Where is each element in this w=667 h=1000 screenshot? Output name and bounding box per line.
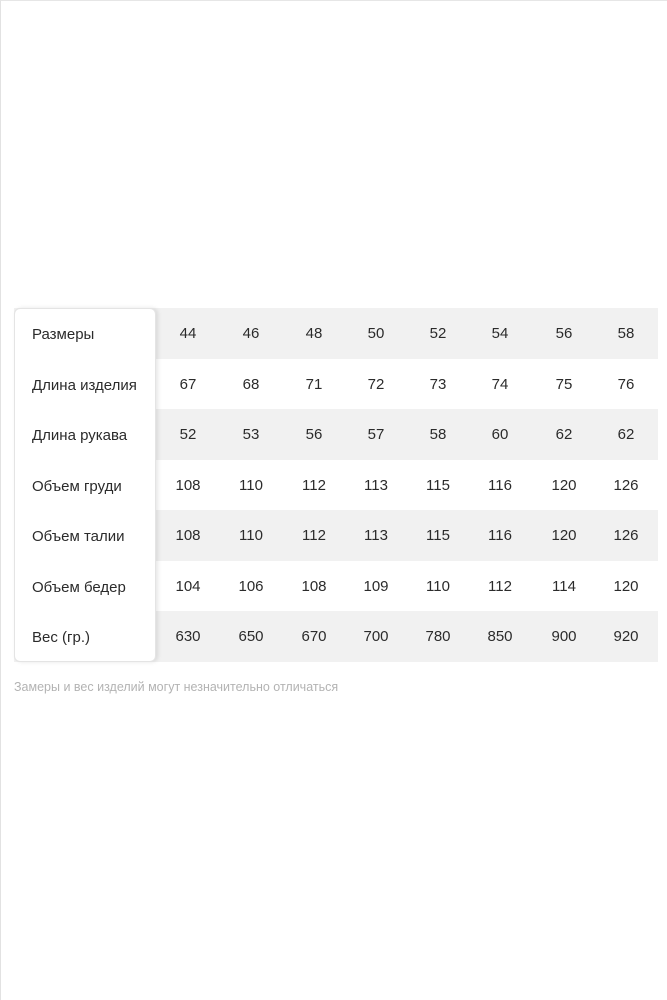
table-cell: 920 (613, 628, 639, 645)
table-cell: 109 (363, 578, 389, 595)
table-cell: 650 (238, 628, 264, 645)
table-cell: 62 (555, 426, 573, 443)
table-cell: 50 (367, 325, 385, 342)
table-cell: 76 (617, 376, 635, 393)
table-cell: 126 (613, 477, 639, 494)
table-cell: 46 (242, 325, 260, 342)
table-cell: 120 (551, 477, 577, 494)
table-cell: 112 (302, 477, 326, 494)
table-cell: 67 (179, 376, 197, 393)
table-cell: 71 (305, 376, 323, 393)
table-cell: 115 (426, 477, 450, 494)
table-cell: 57 (367, 426, 385, 443)
table-cell: 53 (242, 426, 260, 443)
table-cell: 110 (239, 527, 263, 544)
table-cell: 780 (425, 628, 451, 645)
row-label-weight: Вес (гр.) (32, 629, 90, 646)
row-label-panel (14, 308, 156, 662)
table-cell: 60 (491, 426, 509, 443)
table-cell: 112 (302, 527, 326, 544)
table-cell: 120 (551, 527, 577, 544)
table-cell: 106 (238, 578, 264, 595)
table-cell: 900 (551, 628, 577, 645)
table-cell: 116 (488, 527, 512, 544)
footnote: Замеры и вес изделий могут незначительно отличаться (14, 680, 339, 694)
row-label-waist: Объем талии (32, 528, 125, 545)
table-cell: 108 (175, 477, 201, 494)
table-cell: 108 (301, 578, 327, 595)
table-cell: 850 (487, 628, 513, 645)
table-cell: 62 (617, 426, 635, 443)
table-cell: 68 (242, 376, 260, 393)
row-label-sizes: Размеры (32, 326, 95, 343)
table-cell: 113 (364, 477, 388, 494)
table-cell: 110 (239, 477, 263, 494)
table-cell: 114 (552, 578, 576, 595)
table-cell: 72 (367, 376, 385, 393)
table-cell: 110 (426, 578, 450, 595)
table-cell: 126 (613, 527, 639, 544)
table-cell: 56 (305, 426, 323, 443)
table-cell: 700 (363, 628, 389, 645)
table-cell: 56 (555, 325, 573, 342)
table-cell: 670 (301, 628, 327, 645)
table-cell: 112 (488, 578, 512, 595)
table-cell: 58 (617, 325, 635, 342)
table-cell: 116 (488, 477, 512, 494)
table-cell: 54 (491, 325, 509, 342)
table-cell: 115 (426, 527, 450, 544)
table-cell: 630 (175, 628, 201, 645)
table-cell: 108 (175, 527, 201, 544)
table-cell: 52 (429, 325, 447, 342)
table-cell: 52 (179, 426, 197, 443)
table-cell: 73 (429, 376, 447, 393)
table-cell: 113 (364, 527, 388, 544)
table-cell: 48 (305, 325, 323, 342)
table-cell: 75 (555, 376, 573, 393)
row-label-sleeve-length: Длина рукава (32, 427, 128, 444)
row-label-length: Длина изделия (32, 377, 137, 394)
row-label-hips: Объем бедер (32, 579, 126, 596)
table-cell: 74 (491, 376, 509, 393)
table-cell: 44 (179, 325, 197, 342)
row-label-chest: Объем груди (32, 478, 122, 495)
table-cell: 104 (175, 578, 201, 595)
table-cell: 120 (613, 578, 639, 595)
table-cell: 58 (429, 426, 447, 443)
